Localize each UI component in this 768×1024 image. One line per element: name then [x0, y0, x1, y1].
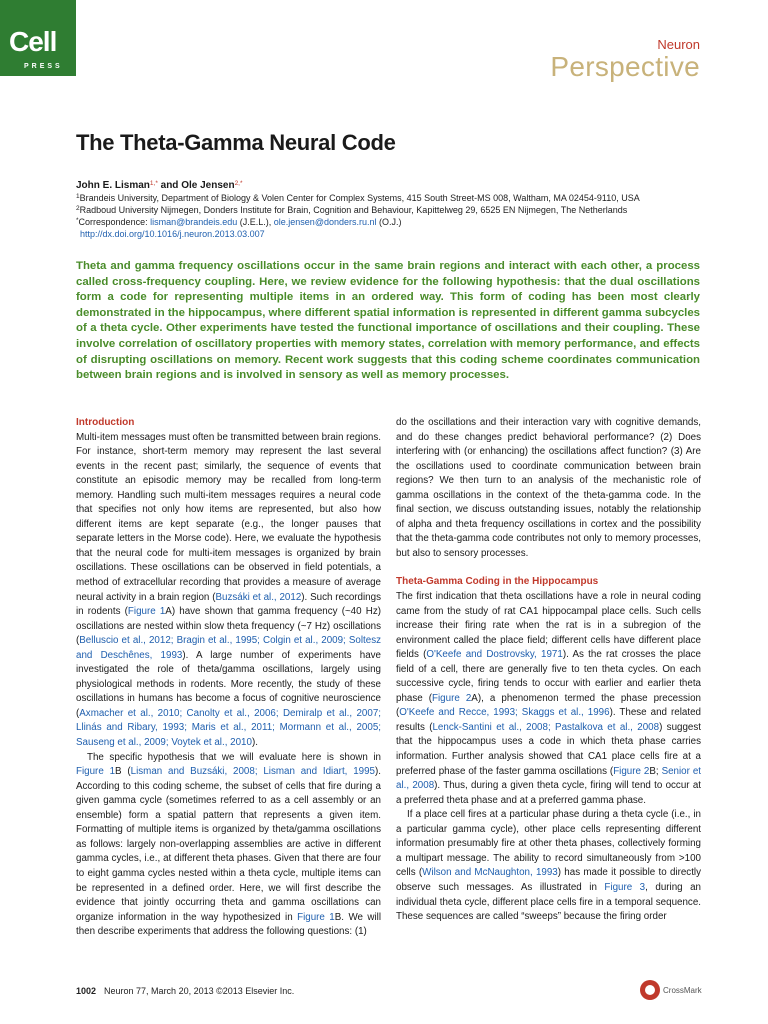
figure-link[interactable]: Figure 3: [604, 881, 646, 893]
text-span: The specific hypothesis that we will evaluate here is shown in: [87, 751, 381, 763]
figure-link[interactable]: Figure 1: [76, 766, 116, 778]
crossmark-label: CrossMark: [663, 986, 702, 995]
affiliation-1: [76, 193, 640, 203]
text-span: ).: [251, 737, 258, 749]
abstract: Theta and gamma frequency oscillations occur in the same brain regions and interact with each other, a process called cross-frequency coupling. Here, we review evidence for the following hypothesis: that the dual oscillations form a code for representing multiple items in an ordered way. This form of coding has been most clearly demonstrated in the hippocampus, where different spatial information is represented in different gamma subcycles of a theta cycle. Other experiments have tested the functional importance of oscillations and their coupling. These involve correlation of oscillatory properties with memory states, correlation with memory performance, and effects of disrupting oscillations on memory. Recent work suggests that this coding scheme coordinates communication between brain regions and is involved in sensory as well as memory processes.: [76, 260, 700, 382]
citation-link[interactable]: Lenck-Santini et al., 2008; Pastalkova et al., 2008: [432, 721, 660, 733]
text-span: ). As the rat crosses the place field of a cell, there are generally five to ten theta cycles. On each successive cycle, firing tends to occur with earlier and earlier theta phase (: [396, 649, 702, 704]
logo-main: Cell: [9, 26, 57, 57]
citation-link[interactable]: Lisman and Buzsáki, 2008; Lisman and Idiart, 1995: [130, 766, 375, 778]
email-jensen-note: (O.J.): [376, 217, 402, 227]
affiliation-2-marker: 2: [76, 205, 80, 212]
author-jensen-affil: 2,*: [234, 180, 243, 187]
figure-link[interactable]: Figure 1: [127, 606, 166, 618]
text-span: ). According to this coding scheme, the subset of cells that fire during a given gamma cycle (sometimes referred to as a cell assembly or an ensemble) form a spatial pattern that represents a given item. Formatting of multiple items is organized by theta/gamma oscillations as follows: largely non-overlapping assemblies are active in different gamma cycles, i.e., at different theta phases. Given that there are four to eight gamma cycles nested within a theta cycle, multiple items can be represented in a defined order. Here, we will first describe the evidence that jointly occurring theta and gamma oscillations can organize information in the way hypothesized in: [76, 766, 381, 923]
text-span: B. We will then describe experiments that address the following questions: (1): [76, 911, 381, 938]
intro-paragraph-2: [76, 751, 381, 940]
crossmark-icon: [640, 980, 660, 1000]
text-span: B (: [115, 766, 131, 778]
logo-sub: PRESS: [24, 63, 63, 70]
figure-link[interactable]: Figure 1: [297, 911, 335, 923]
text-span: , during an individual theta cycle, different place cells fire in a temporal sequence. These sequences are called “sweeps” because the firing order: [396, 881, 702, 923]
author-lisman-affil: 1,*: [149, 180, 158, 187]
crossmark-badge[interactable]: [640, 980, 700, 1002]
citation-link[interactable]: Wilson and McNaughton, 1993: [422, 867, 558, 879]
citation-link[interactable]: Senior et al., 2008: [396, 765, 701, 792]
citation-link[interactable]: Buzsáki et al., 2012: [215, 591, 302, 603]
correspondence: [76, 217, 401, 227]
page-number: 1002: [76, 986, 97, 996]
correspondence-prefix: Correspondence:: [78, 217, 151, 227]
citation-link[interactable]: Belluscio et al., 2012; Bragin et al., 1995; Colgin et al., 2009; Soltesz and Deschênes, 1993: [76, 635, 381, 661]
author-lisman[interactable]: John E. Lisman: [76, 180, 150, 191]
text-span: B;: [649, 765, 662, 777]
affiliation-1-text: Brandeis University, Department of Biology & Volen Center for Complex Systems, 415 South Street-MS 008, Waltham, MA 02454-9110, USA: [79, 193, 640, 203]
left-column: [76, 416, 381, 940]
citation-link[interactable]: O'Keefe and Dostrovsky, 1971: [426, 649, 563, 661]
hippocampus-paragraph-2: [396, 808, 701, 924]
section-heading-theta-gamma: Theta-Gamma Coding in the Hippocampus: [396, 576, 599, 588]
affiliation-2-text: Radboud University Nijmegen, Donders Institute for Brain, Cognition and Behaviour, Kapittelweg 29, 6525 EN Nijmegen, The Netherlands: [79, 205, 628, 215]
email-jensen-link[interactable]: ole.jensen@donders.ru.nl: [273, 217, 377, 227]
text-span: ) suggest that the hippocampus uses a code in which theta phase carries information. Further analysis showed that CA1 place cells fire at a preferred phase of the faster gamma oscillations (: [396, 721, 701, 777]
citation-link[interactable]: O'Keefe and Recce, 1993; Skaggs et al., 1996: [399, 707, 610, 719]
intro-paragraph-continued: do the oscillations and their interaction vary with cognitive demands, and do these changes predict behavioral performance? (2) Does interfering with (or enhancing) the oscillations affect function? (3) Are the oscillations used to coordinate communication between brain regions? We then turn to an analysis of the mechanistic role of gamma oscillations in the context of the theta-gamma code. In the final section, we discuss outstanding issues, notably the relationship of alpha and theta frequency oscillations in cortex and the possibility that the theta-gamma code contributes not only to memory processes, but also to sensory processes.: [396, 417, 701, 559]
text-span: Multi-item messages must often be transmitted between brain regions. For instance, short-term memory may represent the last several events in the recent past; similarly, the sequence of events that constitute an episodic memory may be recalled from long-term memory. Handling such multi-item messages requires a neural code that specifies not only how items are represented, but also how different items are kept separate (e.g., the longer pauses that separate letters in the Morse code). Here, we evaluate the hypothesis that the neural code for multi-item messages is organized by brain oscillations. These oscillations can be observed in field potentials, a method of extracellular recording that provides a measure of average neural activity in a brain region (: [76, 431, 381, 603]
text-span: ). A large number of experiments have investigated the role of theta/gamma oscillations, largely using physiological methods in rodents. More recently, the study of these oscillations in humans has become a focus of cognitive neuroscience (: [76, 649, 381, 719]
hippocampus-paragraph-1: [396, 590, 701, 808]
cell-press-logo: [0, 0, 76, 76]
text-span: The first indication that theta oscillations have a role in neural coding came from the study of rat CA1 hippocampal place cells. Such cells increase their firing rate when the rat is in a subregion of the environment called the place field; different cells have different place fields (: [396, 591, 701, 661]
figure-link[interactable]: Figure 2: [432, 692, 472, 704]
section-label: Perspective: [550, 51, 700, 82]
email-lisman-link[interactable]: lisman@brandeis.edu: [150, 217, 238, 227]
figure-link[interactable]: Figure 2: [613, 765, 650, 777]
affiliation-1-marker: 1: [76, 193, 80, 200]
page-footer: [76, 986, 294, 996]
article-title: The Theta-Gamma Neural Code: [76, 130, 396, 155]
doi-link[interactable]: http://dx.doi.org/10.1016/j.neuron.2013.03.007: [80, 229, 265, 239]
author-jensen[interactable]: Ole Jensen: [181, 180, 235, 191]
text-span: ). These and related results (: [396, 707, 701, 733]
affiliation-2: [76, 205, 627, 215]
text-span: If a place cell fires at a particular phase during a theta cycle (i.e., in a particular gamma cycle), other place cells representing different information presumably fire at other theta phases, collectively forming a multipart message. The ability to record simultaneously from >100 cells (: [396, 809, 701, 879]
journal-name: Neuron: [657, 37, 700, 52]
text-span: ). Thus, during a given theta cycle, firing will tend to occur at a preferred theta phase and at a preferred gamma phase.: [396, 780, 701, 806]
email-lisman-note: (J.E.L.),: [237, 217, 274, 227]
citation-link[interactable]: Axmacher et al., 2010; Canolty et al., 2006; Demiralp et al., 2007; Llinás and Ribary, 1993; Maris et al., 2011; Mormann et al., 2005; Sauseng et al., 2009; Voytek et al., 2010: [76, 707, 381, 749]
text-span: ). Such recordings in rodents (: [76, 591, 381, 618]
text-span: A), a phenomenon termed the phase precession (: [396, 692, 701, 719]
section-heading-introduction: Introduction: [76, 417, 135, 428]
author-and: and: [157, 180, 182, 191]
author-line: [76, 180, 243, 191]
intro-paragraph-1: [76, 431, 381, 751]
correspondence-marker: *: [76, 217, 79, 224]
journal-citation: Neuron 77, March 20, 2013 ©2013 Elsevier Inc.: [104, 986, 295, 996]
right-column: [396, 416, 701, 925]
text-span: ) has made it possible to directly observe such messages. As illustrated in: [396, 867, 701, 893]
text-span: A) have shown that gamma frequency (~40 Hz) oscillations are nested within slow theta frequency (~7 Hz) oscillations (: [76, 606, 381, 647]
